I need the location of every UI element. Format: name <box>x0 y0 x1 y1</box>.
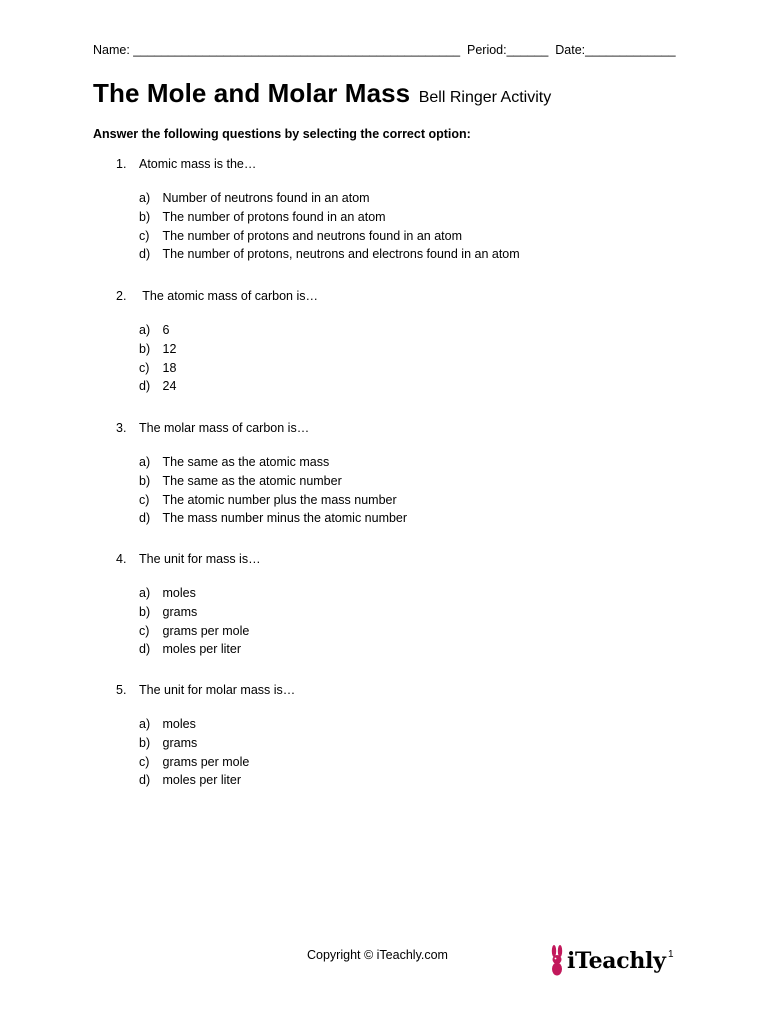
option-text: moles <box>162 717 196 731</box>
period-label: Period: <box>467 43 507 57</box>
option-text: The same as the atomic mass <box>162 455 330 469</box>
question-text: Atomic mass is the… <box>139 157 257 171</box>
option-letter: c) <box>139 492 150 507</box>
option-letter: c) <box>139 754 150 769</box>
option-letter: b) <box>139 735 151 750</box>
question-stem <box>116 289 318 303</box>
option-letter: d) <box>139 379 151 394</box>
question-number: 3. <box>116 421 127 435</box>
answer-option[interactable] <box>139 771 295 790</box>
option-letter: c) <box>139 623 150 638</box>
option-text: grams <box>162 735 198 750</box>
answer-option[interactable] <box>139 622 261 641</box>
question-item <box>116 289 318 396</box>
question-stem <box>116 421 407 435</box>
option-text: moles per liter <box>162 642 241 657</box>
answer-option[interactable] <box>139 715 295 734</box>
question-number: 2. <box>116 289 127 303</box>
answer-option[interactable] <box>139 340 318 359</box>
answer-option[interactable] <box>139 734 295 753</box>
answer-option[interactable] <box>139 321 318 340</box>
option-text: The number of protons found in an atom <box>162 209 386 224</box>
answer-option[interactable] <box>139 640 261 659</box>
answer-option[interactable] <box>139 584 261 603</box>
option-letter: a) <box>139 323 151 337</box>
answer-option[interactable] <box>139 453 407 472</box>
answer-option[interactable] <box>139 472 407 491</box>
answer-option[interactable] <box>139 208 520 227</box>
question-item <box>116 683 295 790</box>
option-letter: c) <box>139 360 150 375</box>
page-title <box>93 78 551 109</box>
title-main: The Mole and Molar Mass <box>93 78 411 108</box>
option-text: 12 <box>162 341 177 356</box>
name-label: Name: <box>93 43 134 57</box>
logo-text: iTeachly <box>567 948 666 974</box>
option-text: grams per mole <box>162 754 250 769</box>
answer-option[interactable] <box>139 359 318 378</box>
answer-option[interactable] <box>139 189 520 208</box>
option-letter: a) <box>139 455 151 469</box>
answer-options <box>139 321 318 396</box>
question-text: The molar mass of carbon is… <box>139 421 310 435</box>
option-text: moles per liter <box>162 773 241 788</box>
instructions: Answer the following questions by selecting the correct option: <box>93 127 471 141</box>
name-blank: _______________________________________________ <box>133 43 461 57</box>
option-text: The number of protons and neutrons found in an atom <box>162 228 462 243</box>
question-number: 1. <box>116 157 127 171</box>
option-text: grams <box>162 604 198 619</box>
answer-option[interactable] <box>139 491 407 510</box>
option-letter: d) <box>139 642 151 657</box>
rabbit-icon <box>548 945 566 977</box>
option-text: grams per mole <box>162 623 250 638</box>
question-stem <box>116 552 261 566</box>
student-info-line <box>93 43 676 57</box>
iteachly-logo <box>548 944 666 978</box>
title-subtitle: Bell Ringer Activity <box>418 89 552 106</box>
option-letter: b) <box>139 473 151 488</box>
option-text: 24 <box>162 379 177 394</box>
date-label: Date: <box>555 43 586 57</box>
option-letter: b) <box>139 604 151 619</box>
answer-option[interactable] <box>139 245 520 264</box>
option-letter: b) <box>139 209 151 224</box>
answer-options <box>139 453 407 528</box>
option-letter: b) <box>139 341 151 356</box>
answer-options <box>139 584 261 659</box>
option-text: The atomic number plus the mass number <box>162 492 397 507</box>
option-letter: c) <box>139 228 150 243</box>
answer-options <box>139 715 295 790</box>
option-text: The same as the atomic number <box>162 473 342 488</box>
question-item <box>116 552 261 659</box>
answer-option[interactable] <box>139 753 295 772</box>
option-letter: d) <box>139 511 151 526</box>
question-stem <box>116 157 520 171</box>
answer-option[interactable] <box>139 509 407 528</box>
option-text: 6 <box>162 323 170 337</box>
question-stem <box>116 683 295 697</box>
page-number: 1 <box>668 949 674 960</box>
question-number: 4. <box>116 552 127 566</box>
option-letter: d) <box>139 773 151 788</box>
question-text: The unit for mass is… <box>139 552 261 566</box>
question-text: The atomic mass of carbon is… <box>139 289 319 303</box>
answer-option[interactable] <box>139 227 520 246</box>
answer-option[interactable] <box>139 603 261 622</box>
option-letter: a) <box>139 191 151 205</box>
option-text: moles <box>162 586 196 600</box>
option-letter: a) <box>139 717 151 731</box>
option-letter: a) <box>139 586 151 600</box>
option-text: The mass number minus the atomic number <box>162 511 408 526</box>
option-text: The number of protons, neutrons and electrons found in an atom <box>162 247 520 262</box>
date-blank: _____________ <box>585 43 676 57</box>
answer-options <box>139 189 520 264</box>
option-text: Number of neutrons found in an atom <box>162 191 370 205</box>
question-text: The unit for molar mass is… <box>139 683 296 697</box>
option-text: 18 <box>162 360 177 375</box>
period-blank: ______ <box>506 43 549 57</box>
answer-option[interactable] <box>139 377 318 396</box>
question-number: 5. <box>116 683 127 697</box>
copyright-notice: Copyright © iTeachly.com <box>307 948 448 962</box>
question-item <box>116 421 407 528</box>
question-item <box>116 157 520 264</box>
option-letter: d) <box>139 247 151 262</box>
